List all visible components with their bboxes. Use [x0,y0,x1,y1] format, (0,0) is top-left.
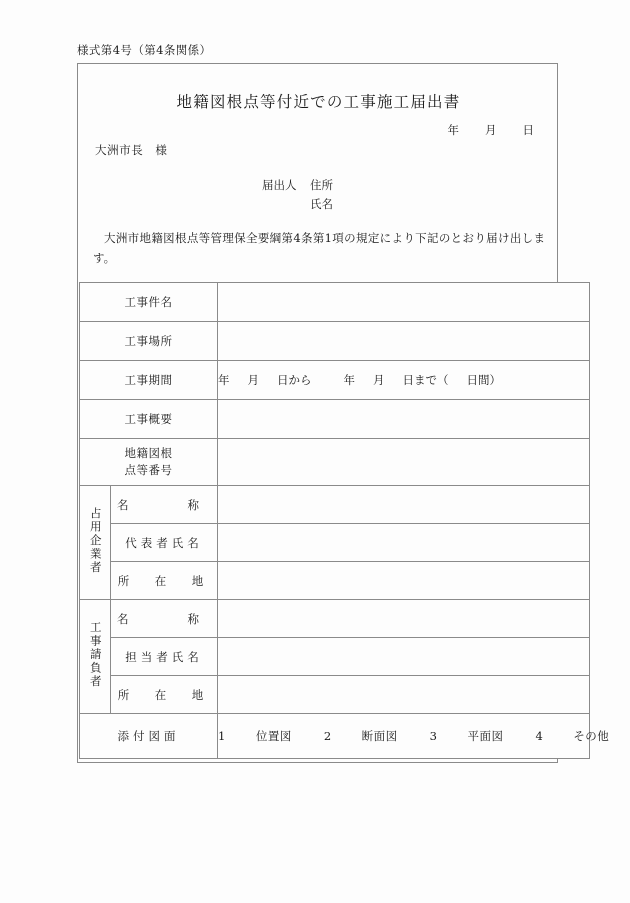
row-value-construction-period[interactable] [218,361,590,400]
period-year-to: 年 [343,373,355,387]
period-days-count: 日間） [466,373,501,387]
table-row [80,361,590,400]
attachment-option-4-number: 4 [535,729,544,743]
table-row [80,638,590,676]
row-label-occupancy-representative: 代表者氏名 [111,524,218,562]
form-table [79,282,610,759]
row-value-occupancy-name[interactable] [218,486,590,524]
row-label-construction-period: 工事期間 [80,361,218,400]
table-row [80,714,590,759]
period-day-to: 日まで（ [402,373,449,387]
page-title: 地籍図根点等付近での工事施工届出書 [176,93,461,111]
control-point-label-line1: 地籍図根 [124,446,173,460]
date-day: 日 [522,123,534,137]
date-line [448,122,535,138]
attachment-option-4-name[interactable]: その他 [573,729,610,743]
contractor-vertical-label: 工事請負者 [88,621,103,689]
row-value-control-point-number[interactable] [218,439,590,486]
period-month-from: 月 [247,373,259,387]
period-year-from: 年 [218,373,230,387]
row-label-contractor-address: 所 在 地 [111,676,218,714]
row-value-contractor-address[interactable] [218,676,590,714]
period-day-from: 日から [277,373,312,387]
form-frame [77,63,610,763]
body-text: 大洲市地籍図根点等管理保全要綱第4条第1項の規定により下記のとおり届け出します。 [93,231,545,265]
attachment-option-2-number: 2 [323,729,332,743]
submitter-block [262,176,333,214]
row-label-construction-name: 工事件名 [80,283,218,322]
form-number: 様式第4号（第4条関係） [77,43,212,57]
table-row [80,283,590,322]
submitter-address-label: 住所 [310,178,333,192]
attachment-option-3-name[interactable]: 平面図 [467,729,504,743]
period-month-to: 月 [373,373,385,387]
submitter-name-label: 氏名 [310,197,333,211]
row-value-attachments[interactable] [218,714,610,759]
table-row [80,322,590,361]
addressee [95,142,168,158]
row-label-attachments: 添付図面 [80,714,218,759]
row-value-construction-name[interactable] [218,283,590,322]
row-label-control-point-number [80,439,218,486]
table-row [80,486,590,524]
attachment-option-1-name[interactable]: 位置図 [255,729,292,743]
row-value-occupancy-representative[interactable] [218,524,590,562]
row-label-occupancy-name: 名 称 [111,486,218,524]
occupancy-company-vertical-label: 占用企業者 [88,507,103,575]
date-year: 年 [447,123,459,137]
row-value-contractor-name[interactable] [218,600,590,638]
date-month: 月 [485,123,497,137]
attachment-option-3-number: 3 [429,729,438,743]
addressee-name: 大洲市長 [95,143,144,157]
row-label-construction-outline: 工事概要 [80,400,218,439]
table-row [80,439,590,486]
attachment-option-2-name[interactable]: 断面図 [361,729,398,743]
row-label-occupancy-address: 所 在 地 [111,562,218,600]
row-label-contractor-person: 担当者氏名 [111,638,218,676]
table-row [80,562,590,600]
table-row [80,524,590,562]
row-label-contractor-name: 名 称 [111,600,218,638]
row-label-construction-place: 工事場所 [80,322,218,361]
table-row [80,600,590,638]
group-label-occupancy-company [80,486,111,600]
submitter-label: 届出人 [262,178,297,192]
control-point-label-line2: 点等番号 [124,463,173,477]
table-row [80,400,590,439]
row-value-contractor-person[interactable] [218,638,590,676]
row-value-occupancy-address[interactable] [218,562,590,600]
row-value-construction-outline[interactable] [218,400,590,439]
table-row [80,676,590,714]
addressee-honorific: 様 [155,143,168,157]
attachment-option-1-number: 1 [218,729,226,743]
group-label-contractor [80,600,111,714]
row-value-construction-place[interactable] [218,322,590,361]
